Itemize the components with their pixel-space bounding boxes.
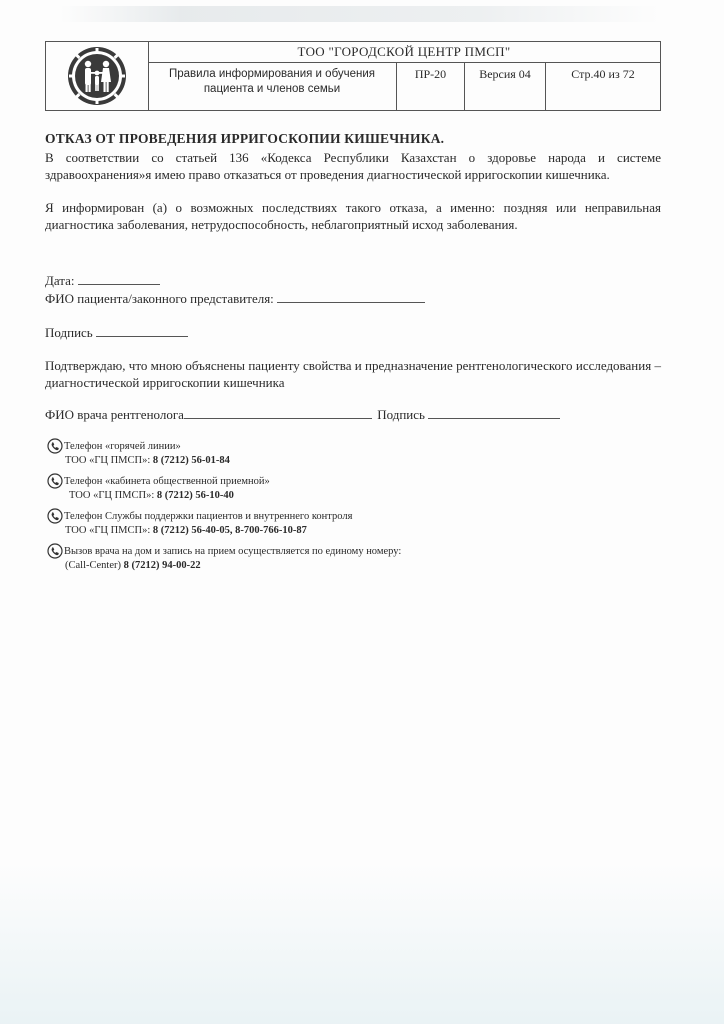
date-line [45, 272, 160, 289]
contact-call-center-label: Вызов врача на дом и запись на прием осуществляется по единому номеру: [64, 546, 402, 557]
contact-hotline [47, 440, 667, 467]
contact-reception-prefix: ТОО «ГЦ ПМСП»: [69, 490, 157, 501]
contact-support-label: Телефон Службы поддержки пациентов и внутреннего контроля [64, 511, 353, 522]
patient-name-field[interactable] [277, 290, 425, 303]
confirmation-paragraph: Подтверждаю, что мною объяснены пациенту свойства и предназначение рентгенологического исследования – диагностической ирригоскопии кишечника [45, 358, 661, 390]
patient-signature-line [45, 324, 188, 341]
contact-call-center [47, 545, 667, 572]
rule-title [148, 62, 397, 110]
phone-icon [47, 438, 63, 454]
patient-signature-field[interactable] [96, 324, 188, 337]
contact-hotline-label: Телефон «горячей линии» [64, 441, 181, 452]
phone-icon [47, 473, 63, 489]
rule-title-line-1: Правила информирования и обучения [168, 68, 376, 80]
patient-signature-label: Подпись [45, 325, 93, 340]
phone-icon [47, 508, 63, 524]
scan-smudge [60, 6, 660, 22]
document-version: Версия 04 [465, 62, 546, 110]
organization-name: ТОО "ГОРОДСКОЙ ЦЕНТР ПМСП" [148, 42, 660, 63]
date-label: Дата: [45, 273, 75, 288]
document-header-table [45, 41, 661, 111]
rule-title-line-2: пациента и членов семьи [203, 83, 341, 95]
scan-tint [0, 864, 724, 1024]
doctor-name-label: ФИО врача рентгенолога [45, 407, 184, 422]
contact-support-prefix: ТОО «ГЦ ПМСП»: [65, 525, 153, 536]
doctor-line [45, 406, 560, 423]
doctor-signature-label: Подпись [377, 407, 425, 422]
contact-hotline-number: 8 (7212) 56-01-84 [152, 455, 230, 466]
consequences-paragraph: Я информирован (а) о возможных последствиях такого отказа, а именно: поздняя или неправильная диагностика заболевания, нетрудоспособность, неблагоприятный исход заболевания. [45, 200, 661, 232]
phone-icon [47, 543, 63, 559]
contact-reception-number: 8 (7212) 56-10-40 [156, 490, 234, 501]
contact-reception-label: Телефон «кабинета общественной приемной» [64, 476, 270, 487]
page-number: Стр.40 из 72 [571, 67, 635, 81]
contact-call-center-number: 8 (7212) 94-00-22 [123, 560, 201, 571]
doctor-signature-field[interactable] [428, 406, 560, 419]
document-code: ПР-20 [397, 62, 465, 110]
contact-reception [47, 475, 667, 502]
contact-support [47, 510, 667, 537]
document-title: ОТКАЗ ОТ ПРОВЕДЕНИЯ ИРРИГОСКОПИИ КИШЕЧНИКА. [45, 131, 445, 146]
rights-paragraph: В соответствии со статьей 136 «Кодекса Республики Казахстан о здоровье народа и системе здравоохранения»я имею право отказаться от проведения диагностической ирригоскопии кишечника. [45, 150, 661, 182]
contact-call-center-prefix: (Call-Center) [65, 560, 124, 571]
doctor-name-field[interactable] [184, 406, 372, 419]
patient-name-label: ФИО пациента/законного представителя: [45, 291, 274, 306]
patient-name-line [45, 290, 425, 307]
date-field[interactable] [78, 272, 160, 285]
contact-hotline-prefix: ТОО «ГЦ ПМСП»: [65, 455, 153, 466]
contact-support-number: 8 (7212) 56-40-05, 8-700-766-10-87 [152, 525, 307, 536]
logo-cell [46, 42, 149, 110]
family-circle-logo-icon [64, 45, 130, 107]
contacts-list [47, 440, 667, 580]
